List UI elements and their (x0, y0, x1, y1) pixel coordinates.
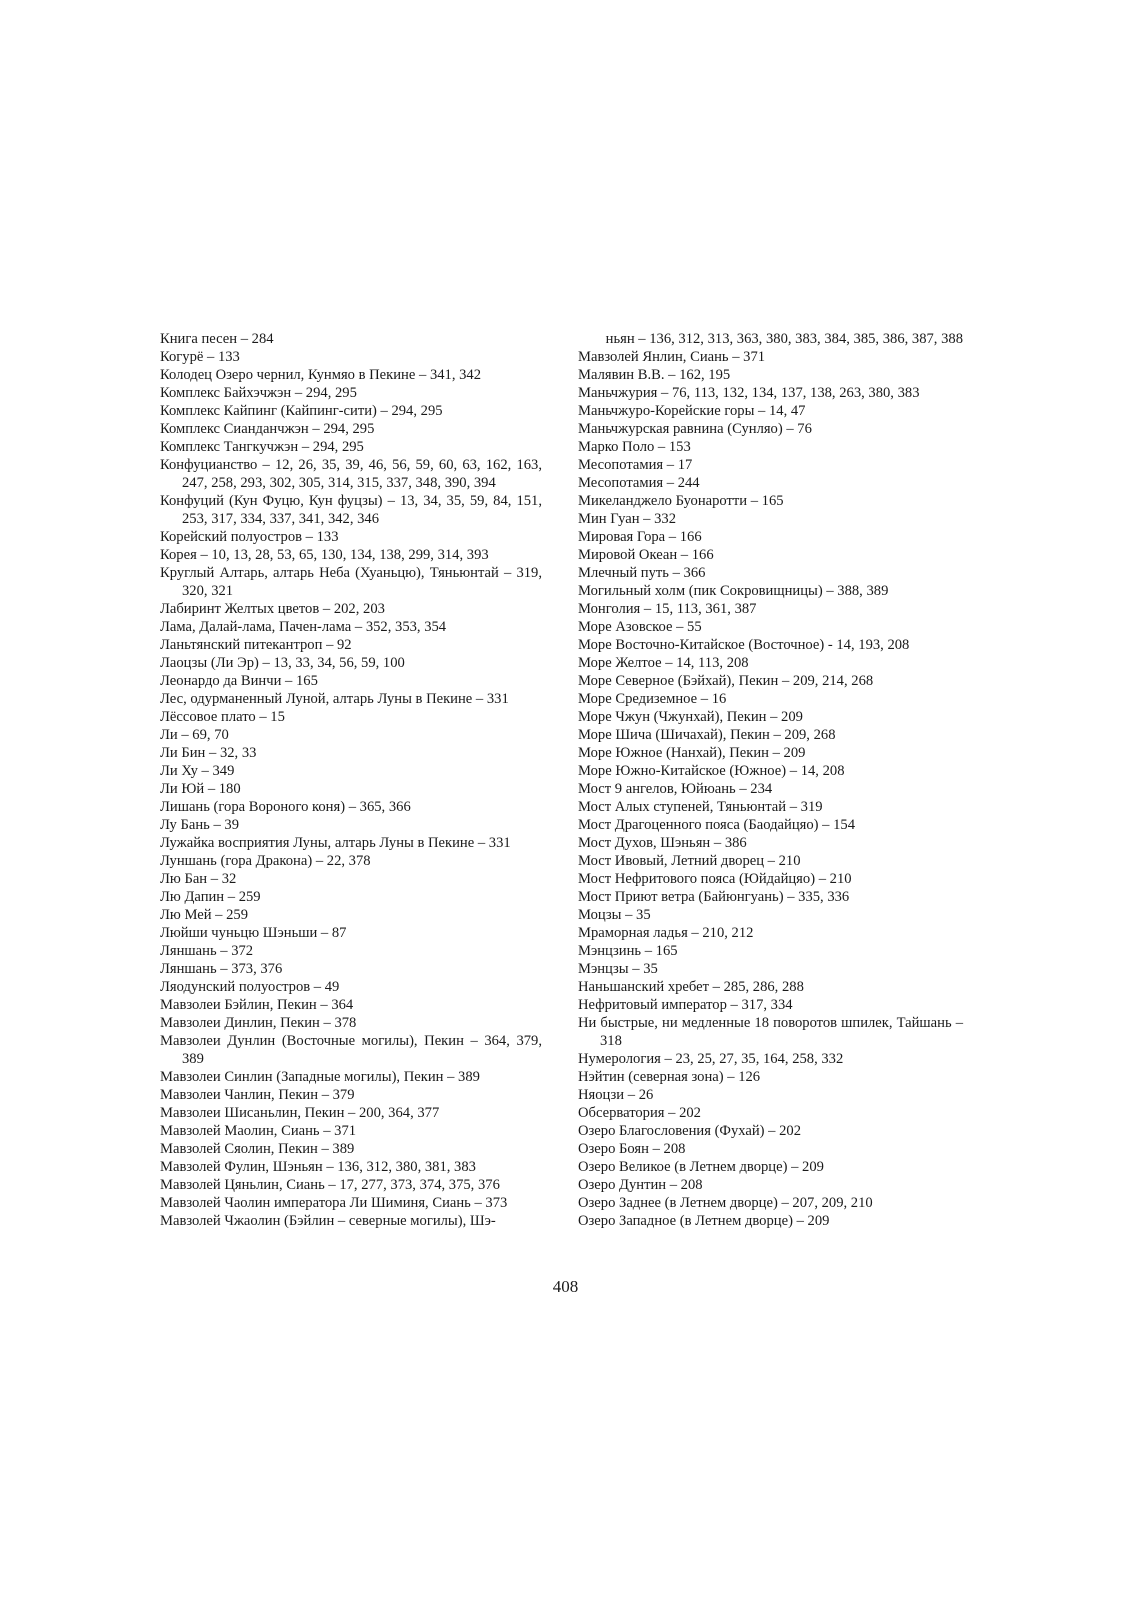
index-entry: Комплекс Кайпинг (Кайпинг-сити) – 294, 295 (160, 403, 443, 419)
index-entry: Маньчжуро-Корейские горы – 14, 47 (578, 403, 806, 419)
index-entry: Ли – 69, 70 (160, 727, 229, 743)
index-entry: Колодец Озеро чернил, Кунмяо в Пекине – 341, 342 (160, 367, 482, 383)
index-entry: Мост Приют ветра (Байюнгуань) – 335, 336 (578, 889, 850, 905)
index-column-right (578, 330, 963, 1230)
index-entry: Люйши чуньцю Шэньши – 87 (160, 925, 347, 941)
index-entry: Млечный путь – 366 (578, 565, 706, 581)
index-entry: Мост Алых ступеней, Тяньюнтай – 319 (578, 799, 823, 815)
index-entry: Мраморная ладья – 210, 212 (578, 925, 754, 941)
index-entry: Лес, одурманенный Луной, алтарь Луны в Пекине – 331 (160, 691, 509, 707)
index-entry: Озеро Благословения (Фухай) – 202 (578, 1123, 801, 1139)
index-entry: Лю Дапин – 259 (160, 889, 261, 905)
index-entry: Круглый Алтарь, алтарь Неба (Хуаньцю), Тяньюнтай – 319, 320, 321 (160, 565, 542, 599)
index-entry: Море Южное (Нанхай), Пекин – 209 (578, 745, 806, 761)
index-entry: Мост Нефритового пояса (Юйдайцяо) – 210 (578, 871, 852, 887)
index-entry: Месопотамия – 17 (578, 457, 693, 473)
index-entry: Мировая Гора – 166 (578, 529, 702, 545)
index-entry: Озеро Западное (в Летнем дворце) – 209 (578, 1213, 830, 1229)
index-entry: Комплекс Сианданчжэн – 294, 295 (160, 421, 375, 437)
index-entry: Нумерология – 23, 25, 27, 35, 164, 258, 332 (578, 1051, 844, 1067)
index-entry: Озеро Боян – 208 (578, 1141, 686, 1157)
index-entry: Мэнцзы – 35 (578, 961, 658, 977)
index-entry: Ли Ху – 349 (160, 763, 235, 779)
index-entry: Ляодунский полуостров – 49 (160, 979, 340, 995)
index-entry: Моцзы – 35 (578, 907, 651, 923)
index-entry: Леонардо да Винчи – 165 (160, 673, 318, 689)
index-entry: Мавзолей Цяньлин, Сиань – 17, 277, 373, 374, 375, 376 (160, 1177, 500, 1193)
index-entry: Книга песен – 284 (160, 331, 274, 347)
index-entry: Море Средиземное – 16 (578, 691, 727, 707)
index-entry: Марко Поло – 153 (578, 439, 691, 455)
index-entry: Лю Мей – 259 (160, 907, 249, 923)
index-entry-continuation: ньян – 136, 312, 313, 363, 380, 383, 384, 385, 386, 387, 388 (605, 331, 963, 347)
index-entry: Комплекс Байхэчжэн – 294, 295 (160, 385, 357, 401)
index-entry: Ляншань – 372 (160, 943, 254, 959)
index-entry: Мост Духов, Шэньян – 386 (578, 835, 747, 851)
index-entry: Луншань (гора Дракона) – 22, 378 (160, 853, 371, 869)
index-entry: Когурё – 133 (160, 349, 240, 365)
index-entry: Корея – 10, 13, 28, 53, 65, 130, 134, 138, 299, 314, 393 (160, 547, 489, 563)
index-entry: Море Чжун (Чжунхай), Пекин – 209 (578, 709, 803, 725)
index-entry: Озеро Дунтин – 208 (578, 1177, 703, 1193)
index-entry: Мавзолей Чжаолин (Бэйлин – северные могилы), Шэ- (160, 1213, 496, 1229)
index-entry: Мэнцзинь – 165 (578, 943, 678, 959)
index-entry: Озеро Великое (в Летнем дворце) – 209 (578, 1159, 824, 1175)
index-entry: Микеланджело Буонаротти – 165 (578, 493, 784, 509)
index-entry: Монголия – 15, 113, 361, 387 (578, 601, 757, 617)
index-entry: Мавзолей Маолин, Сиань – 371 (160, 1123, 357, 1139)
index-entry: Море Южно-Китайское (Южное) – 14, 208 (578, 763, 845, 779)
index-entry: Мавзолей Фулин, Шэньян – 136, 312, 380, 381, 383 (160, 1159, 476, 1175)
index-entry: Ни быстрые, ни медленные 18 поворотов шпилек, Тайшань – 318 (578, 1015, 963, 1049)
index-entry: Мавзолеи Бэйлин, Пекин – 364 (160, 997, 354, 1013)
index-entry: Мавзолеи Динлин, Пекин – 378 (160, 1015, 357, 1031)
index-entry: Мавзолеи Дунлин (Восточные могилы), Пекин – 364, 379, 389 (160, 1033, 542, 1067)
index-entry: Мавзолей Сяолин, Пекин – 389 (160, 1141, 355, 1157)
index-entry: Лу Бань – 39 (160, 817, 239, 833)
index-entry: Озеро Заднее (в Летнем дворце) – 207, 209, 210 (578, 1195, 873, 1211)
index-entry: Лишань (гора Вороного коня) – 365, 366 (160, 799, 411, 815)
page-number: 408 (552, 1277, 579, 1296)
index-entry: Мавзолеи Синлин (Западные могилы), Пекин – 389 (160, 1069, 480, 1085)
index-entry: Ли Юй – 180 (160, 781, 241, 797)
index-entry: Мавзолей Янлин, Сиань – 371 (578, 349, 766, 365)
index-entry: Лёссовое плато – 15 (160, 709, 285, 725)
index-entry: Море Азовское – 55 (578, 619, 702, 635)
index-entry: Ли Бин – 32, 33 (160, 745, 257, 761)
index-entry: Море Северное (Бэйхай), Пекин – 209, 214, 268 (578, 673, 874, 689)
index-entry: Лужайка восприятия Луны, алтарь Луны в Пекине – 331 (160, 835, 511, 851)
index-entry: Лабиринт Желтых цветов – 202, 203 (160, 601, 385, 617)
index-entry: Обсерватория – 202 (578, 1105, 701, 1121)
index-entry: Лама, Далай-лама, Пачен-лама – 352, 353, 354 (160, 619, 447, 635)
index-entry: Ляншань – 373, 376 (160, 961, 283, 977)
index-entry: Конфуций (Кун Фуцю, Кун фуцзы) – 13, 34, 35, 59, 84, 151, 253, 317, 334, 337, 341, 342, 346 (160, 493, 542, 527)
index-entry: Няоцзи – 26 (578, 1087, 654, 1103)
index-entry: Мавзолеи Шисаньлин, Пекин – 200, 364, 377 (160, 1105, 440, 1121)
index-entry: Мост 9 ангелов, Юйюань – 234 (578, 781, 773, 797)
index-entry: Мин Гуан – 332 (578, 511, 677, 527)
index-entry: Месопотамия – 244 (578, 475, 700, 491)
index-entry: Море Желтое – 14, 113, 208 (578, 655, 749, 671)
index-entry: Лю Бан – 32 (160, 871, 237, 887)
index-entry: Мировой Океан – 166 (578, 547, 714, 563)
index-entry: Лаоцзы (Ли Эр) – 13, 33, 34, 56, 59, 100 (160, 655, 405, 671)
index-entry: Наньшанский хребет – 285, 286, 288 (578, 979, 804, 995)
index-entry: Мост Драгоценного пояса (Баодайцяо) – 154 (578, 817, 855, 833)
index-entry: Малявин В.В. – 162, 195 (578, 367, 731, 383)
index-entry: Нефритовый император – 317, 334 (578, 997, 793, 1013)
index-entry: Мавзолеи Чанлин, Пекин – 379 (160, 1087, 355, 1103)
index-entry: Мавзолей Чаолин императора Ли Шиминя, Сиань – 373 (160, 1195, 508, 1211)
index-entry: Море Шича (Шичахай), Пекин – 209, 268 (578, 727, 836, 743)
index-entry: Мост Ивовый, Летний дворец – 210 (578, 853, 801, 869)
index-entry: Маньчжурская равнина (Сунляо) – 76 (578, 421, 812, 437)
index-entry: Корейский полуостров – 133 (160, 529, 339, 545)
index-entry: Нэйтин (северная зона) – 126 (578, 1069, 761, 1085)
index-column-left (160, 330, 542, 1230)
index-entry: Маньчжурия – 76, 113, 132, 134, 137, 138, 263, 380, 383 (578, 385, 920, 401)
index-entry: Море Восточно-Китайское (Восточное) - 14, 193, 208 (578, 637, 910, 653)
index-entry: Ланьтянский питекантроп – 92 (160, 637, 352, 653)
index-entry: Комплекс Тангкучжэн – 294, 295 (160, 439, 364, 455)
index-entry: Конфуцианство – 12, 26, 35, 39, 46, 56, 59, 60, 63, 162, 163, 247, 258, 293, 302, 305, 314, 315, 337, 348, 390, 394 (160, 457, 542, 491)
index-entry: Могильный холм (пик Сокровищницы) – 388, 389 (578, 583, 889, 599)
